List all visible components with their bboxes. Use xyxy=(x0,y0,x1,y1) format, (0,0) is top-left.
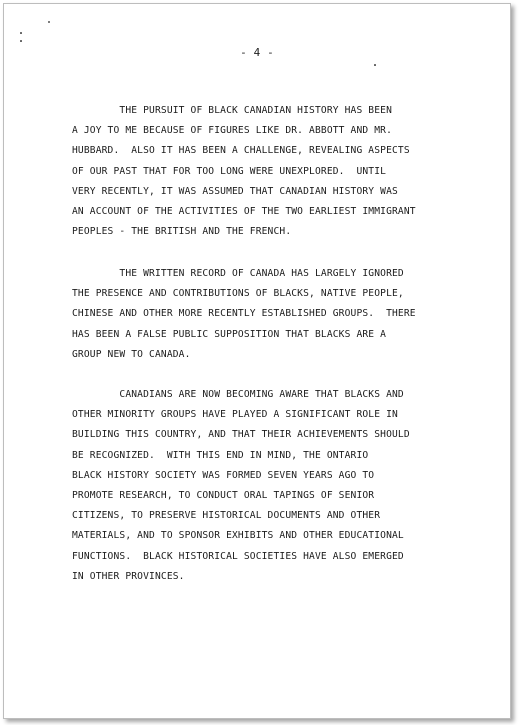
text-line: IN OTHER PROVINCES. xyxy=(72,570,185,582)
page-number: - 4 - xyxy=(240,46,274,59)
paper-speck xyxy=(20,40,22,42)
text-line: GROUP NEW TO CANADA. xyxy=(72,348,191,360)
text-line: PEOPLES - THE BRITISH AND THE FRENCH. xyxy=(72,226,292,238)
text-line: THE WRITTEN RECORD OF CANADA HAS LARGELY IGNORED xyxy=(72,268,404,279)
text-line: OF OUR PAST THAT FOR TOO LONG WERE UNEXPLORED. UNTIL xyxy=(72,165,387,177)
text-line: BUILDING THIS COUNTRY, AND THAT THEIR ACHIEVEMENTS SHOULD xyxy=(72,429,410,441)
text-line: THE PRESENCE AND CONTRIBUTIONS OF BLACKS, NATIVE PEOPLE, xyxy=(72,288,404,300)
paragraph-1 xyxy=(72,101,452,242)
paper-speck xyxy=(20,32,22,34)
paper-speck xyxy=(374,64,376,66)
text-line: THE PURSUIT OF BLACK CANADIAN HISTORY HAS BEEN xyxy=(72,105,392,116)
text-line: AN ACCOUNT OF THE ACTIVITIES OF THE TWO EARLIEST IMMIGRANT xyxy=(72,205,416,217)
text-line: CHINESE AND OTHER MORE RECENTLY ESTABLISHED GROUPS. THERE xyxy=(72,308,416,320)
text-line: VERY RECENTLY, IT WAS ASSUMED THAT CANADIAN HISTORY WAS xyxy=(72,185,398,197)
document-page xyxy=(3,3,511,719)
text-line: BE RECOGNIZED. WITH THIS END IN MIND, THE ONTARIO xyxy=(72,449,369,461)
text-line: OTHER MINORITY GROUPS HAVE PLAYED A SIGNIFICANT ROLE IN xyxy=(72,409,398,421)
text-line: CANADIANS ARE NOW BECOMING AWARE THAT BLACKS AND xyxy=(72,389,404,400)
text-line: PROMOTE RESEARCH, TO CONDUCT ORAL TAPINGS OF SENIOR xyxy=(72,489,375,501)
text-line: HUBBARD. ALSO IT HAS BEEN A CHALLENGE, REVEALING ASPECTS xyxy=(72,145,410,157)
paragraph-3 xyxy=(72,385,452,587)
paragraph-2 xyxy=(72,264,452,365)
text-line: A JOY TO ME BECAUSE OF FIGURES LIKE DR. ABBOTT AND MR. xyxy=(72,125,392,137)
text-line: CITIZENS, TO PRESERVE HISTORICAL DOCUMENTS AND OTHER xyxy=(72,510,381,522)
text-line: MATERIALS, AND TO SPONSOR EXHIBITS AND OTHER EDUCATIONAL xyxy=(72,530,404,542)
text-line: FUNCTIONS. BLACK HISTORICAL SOCIETIES HAVE ALSO EMERGED xyxy=(72,550,404,562)
text-line: HAS BEEN A FALSE PUBLIC SUPPOSITION THAT BLACKS ARE A xyxy=(72,328,387,340)
paper-speck xyxy=(48,21,50,23)
text-line: BLACK HISTORY SOCIETY WAS FORMED SEVEN YEARS AGO TO xyxy=(72,469,375,481)
